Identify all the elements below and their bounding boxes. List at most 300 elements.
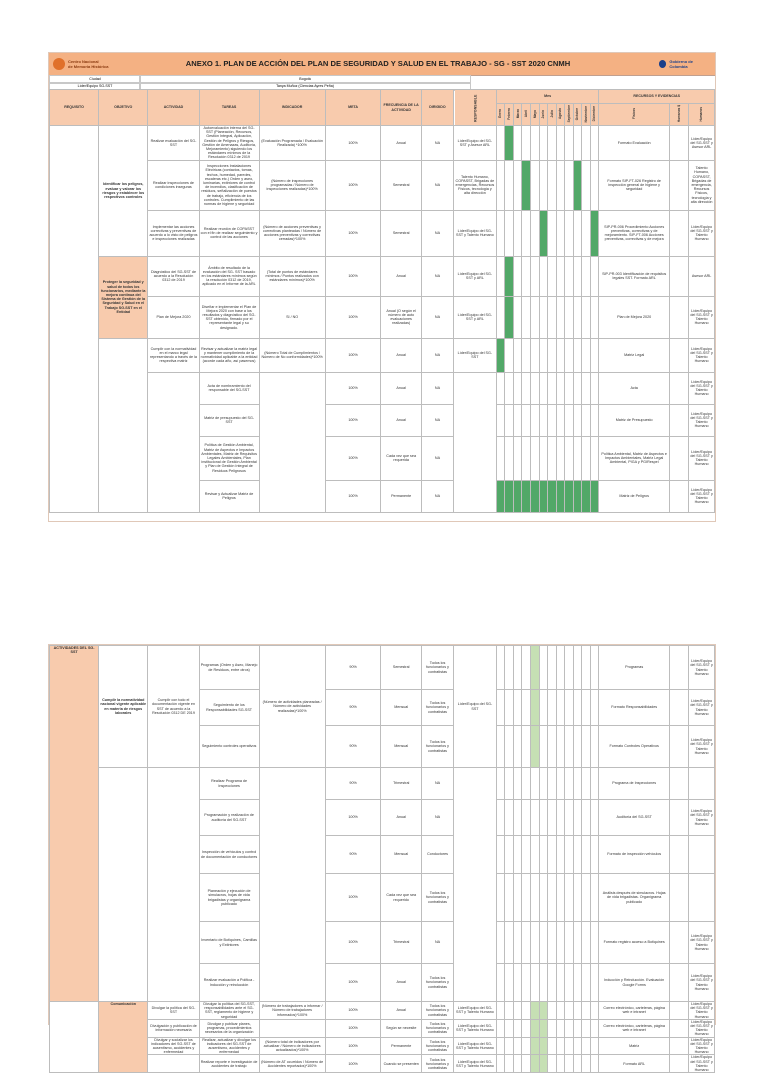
dirigido-cell: NA xyxy=(422,922,454,964)
responsable-cell: Líder/Equipo del SG-SST y Asesor ARL xyxy=(454,126,497,161)
month-cell xyxy=(531,836,540,874)
actividad-cell: Divulgación y publicación de información necesaria xyxy=(148,1019,199,1037)
dirigido-cell: NA xyxy=(421,160,453,210)
dirigido-cell: NA xyxy=(421,436,453,480)
recurso-cell: Auditoría del SG-SST xyxy=(599,800,670,836)
month-cell xyxy=(556,1019,565,1037)
dirigido-cell: Todos los funcionarios y contratistas xyxy=(422,1019,454,1037)
recurso-humano-cost-cell xyxy=(669,480,688,512)
month-cell xyxy=(513,126,522,161)
month-cell xyxy=(590,256,599,296)
month-cell xyxy=(505,210,514,256)
month-cell xyxy=(556,874,565,922)
month-cell xyxy=(582,372,591,404)
frecuencia-cell: Cada vez que sea requerida xyxy=(381,436,422,480)
month-cell xyxy=(573,436,582,480)
month-cell xyxy=(573,646,582,690)
month-header xyxy=(573,104,582,126)
month-cell xyxy=(556,256,565,296)
month-cell xyxy=(496,646,505,690)
month-label: Marzo xyxy=(515,109,520,119)
month-cell xyxy=(522,768,531,800)
month-cell xyxy=(505,126,514,161)
month-cell xyxy=(531,874,540,922)
dirigido-cell: NA xyxy=(421,256,453,296)
month-cell xyxy=(505,404,514,436)
recurso-humano-cell: Líder/Equipo del SG-SST y Talento Humano xyxy=(690,1055,713,1073)
month-cell xyxy=(531,1019,540,1037)
month-cell xyxy=(556,210,565,256)
month-cell xyxy=(573,1019,582,1037)
month-cell xyxy=(513,874,522,922)
meta-cell: 100% xyxy=(325,480,381,512)
month-cell xyxy=(522,1055,531,1073)
month-cell xyxy=(590,964,599,1002)
indicador-cell: SI / NO xyxy=(259,296,325,338)
frecuencia-cell: Anual xyxy=(381,964,422,1002)
ciudad-value: Bogotá xyxy=(139,75,471,84)
meta-cell: 100% xyxy=(325,160,381,210)
month-cell xyxy=(539,210,548,256)
month-cell xyxy=(522,690,531,726)
indicador-cell: (Evaluación Programada / Evaluación Realizada) *100% xyxy=(259,126,325,161)
recurso-humano-cost-cell xyxy=(669,836,688,874)
month-cell xyxy=(590,1019,599,1037)
month-cell xyxy=(556,480,565,512)
month-header xyxy=(565,104,574,126)
frecuencia-cell: Trimestral xyxy=(381,922,422,964)
month-cell xyxy=(522,726,531,768)
dirigido-cell: Todos los funcionarios y contratistas xyxy=(422,1055,454,1073)
month-cell xyxy=(556,800,565,836)
month-cell xyxy=(565,1019,574,1037)
month-cell xyxy=(539,480,548,512)
month-cell xyxy=(539,646,548,690)
recurso-humano-cell: Líder/Equipo del SG-SST y Talento Humano xyxy=(689,436,715,480)
frecuencia-cell: Permanente xyxy=(381,480,422,512)
month-cell xyxy=(548,480,557,512)
month-cell xyxy=(496,126,505,161)
recurso-cell: Programas xyxy=(599,646,670,690)
indicador-cell: (Número de acciones preventivas y correctivas planteadas / Número de acciones preventivas y correctivas cerradas)*100% xyxy=(259,210,325,256)
month-cell xyxy=(548,646,557,690)
tareas-cell: Inventario de Botiquines, Camillas y Extintores xyxy=(199,922,259,964)
month-cell xyxy=(505,874,514,922)
month-header xyxy=(505,104,514,126)
meta-cell: 100% xyxy=(325,922,381,964)
frecuencia-cell: Mensual xyxy=(381,836,422,874)
month-cell xyxy=(590,1055,599,1073)
responsable-cell: Líder/Equipo del SG-SST y Talento Humano xyxy=(454,1019,497,1037)
frecuencia-cell: Anual xyxy=(381,800,422,836)
table-row xyxy=(50,126,715,161)
month-cell xyxy=(513,296,522,338)
dirigido-cell: NA xyxy=(421,210,453,256)
month-cell xyxy=(556,1002,565,1020)
indicador-cell: (Número Total de Cumplimientos / Número de No conformidades)*100% xyxy=(259,338,325,372)
cnmh-logo xyxy=(53,55,113,73)
month-cell xyxy=(531,964,540,1002)
tareas-cell: Política de Gestión Ambiental, Matriz de Aspectos e Impactos Ambientales, Matriz de Requisitos Legales Ambientales, Plan institucional de Gestión Ambiental y Plan de Gestión Integral de Residuos Peligrosos xyxy=(199,436,259,480)
recurso-humano-cost-cell xyxy=(669,646,688,690)
month-cell xyxy=(573,404,582,436)
recurso-humano-cell: Líder/Equipo del SG-SST y Talento Humano xyxy=(689,800,715,836)
month-cell xyxy=(522,210,531,256)
meta-cell: 90% xyxy=(325,646,381,690)
recurso-humano-cost-cell xyxy=(669,1019,688,1037)
responsable-cell xyxy=(454,768,497,1002)
dirigido-cell: Todos los funcionarios y contratistas xyxy=(422,690,454,726)
month-cell xyxy=(548,1002,557,1020)
month-cell xyxy=(505,800,514,836)
dirigido-cell: Todos los funcionarios y contratistas xyxy=(422,726,454,768)
recurso-humano-cost-cell xyxy=(669,296,688,338)
recurso-humano-cost-cell xyxy=(669,964,688,1002)
dirigido-cell: NA xyxy=(421,480,453,512)
recurso-humano-cost-cell xyxy=(669,922,688,964)
month-cell xyxy=(539,800,548,836)
month-cell xyxy=(582,160,591,210)
cnmh-logo-icon xyxy=(53,58,65,70)
actividad-cell xyxy=(148,1055,199,1073)
meta-cell: 100% xyxy=(325,338,381,372)
recurso-humano-cell: Líder/Equipo del SG-SST y Talento Humano xyxy=(689,296,715,338)
month-cell xyxy=(539,436,548,480)
col-responsable: RESPONSABLE xyxy=(454,90,497,126)
month-cell xyxy=(573,372,582,404)
meta-cell: 100% xyxy=(325,436,381,480)
recurso-cell: Formato Responsabilidades xyxy=(599,690,670,726)
month-cell xyxy=(522,1019,531,1037)
meta-cell: 100% xyxy=(325,126,381,161)
month-header xyxy=(548,104,557,126)
recurso-humano-cell xyxy=(689,836,715,874)
month-cell xyxy=(522,436,531,480)
month-cell xyxy=(590,480,599,512)
month-cell xyxy=(513,646,522,690)
month-cell xyxy=(496,480,505,512)
meta-cell: 90% xyxy=(325,768,381,800)
frecuencia-cell: Anual xyxy=(381,338,422,372)
month-cell xyxy=(505,922,514,964)
month-cell xyxy=(531,1002,540,1020)
month-cell xyxy=(565,480,574,512)
col-dirigido: DIRIGIDO xyxy=(421,90,453,126)
month-cell xyxy=(556,404,565,436)
month-cell xyxy=(530,404,539,436)
table-row xyxy=(50,1002,715,1020)
tareas-cell: Realizar reunión de COPASST con el fin de realizar seguimiento y control de las acciones xyxy=(199,210,259,256)
month-cell xyxy=(590,800,599,836)
month-cell xyxy=(565,800,574,836)
month-cell xyxy=(513,836,522,874)
recurso-cell: Formato SIP-FT-026 Registro de inspección general de higiene y seguridad xyxy=(599,160,670,210)
actividad-cell: Divulgar la política del SG-SST xyxy=(148,1002,199,1020)
month-cell xyxy=(539,836,548,874)
gov-logo-text: Gobierno de Colombia xyxy=(669,59,693,69)
responsable-cell: Talento Humano, COPASST, Brigadas de emergencias, Recursos Físicos, tecnología y alta dirección xyxy=(454,160,497,210)
indicador-cell: (Número de AT ocurridos / Número de Accidentes reportados)*100% xyxy=(259,1055,325,1073)
month-cell xyxy=(565,874,574,922)
tareas-cell: Inspección de vehículos y control de documentación de conductores xyxy=(199,836,259,874)
month-cell xyxy=(556,836,565,874)
month-cell xyxy=(522,1037,531,1055)
month-cell xyxy=(539,404,548,436)
month-cell xyxy=(539,160,548,210)
recurso-humano-cell: Líder/Equipo del SG-SST y Talento Humano xyxy=(689,964,715,1002)
recurso-cell: SIP-PR-006 Procedimiento Acciones preventivas, correctivas y de mejoramiento. SIP-FT-006 Acciones preventivas, correctivas y de mejora xyxy=(599,210,670,256)
actividad-cell: Cumplir con todo el documentación vigente en SST de acuerdo a la Resolución 0312 DE 2019 xyxy=(148,646,199,768)
month-cell xyxy=(565,922,574,964)
month-cell xyxy=(496,436,505,480)
month-cell xyxy=(556,690,565,726)
recurso-humano-cost-cell xyxy=(669,126,688,161)
actividad-cell xyxy=(148,372,199,512)
month-cell xyxy=(522,372,531,404)
month-cell xyxy=(548,210,557,256)
recurso-humano-cost-cell xyxy=(669,726,688,768)
meta-cell: 90% xyxy=(325,836,381,874)
month-cell xyxy=(522,800,531,836)
month-cell xyxy=(539,126,548,161)
month-cell xyxy=(573,1037,582,1055)
dirigido-cell: NA xyxy=(421,404,453,436)
month-header xyxy=(530,104,539,126)
month-header xyxy=(590,104,599,126)
month-cell xyxy=(582,1055,591,1073)
meta-cell: 100% xyxy=(325,210,381,256)
month-label: Abril xyxy=(524,110,529,118)
month-cell xyxy=(573,210,582,256)
month-cell xyxy=(530,256,539,296)
month-cell xyxy=(573,768,582,800)
action-plan-table-2 xyxy=(49,645,715,1073)
month-cell xyxy=(582,922,591,964)
responsable-cell: Líder/Equipo del SG-SST y Talento Humano xyxy=(454,1037,497,1055)
month-cell xyxy=(496,256,505,296)
requisito-cell xyxy=(50,1002,99,1073)
month-cell xyxy=(573,964,582,1002)
month-cell xyxy=(522,1002,531,1020)
month-cell xyxy=(513,800,522,836)
month-cell xyxy=(573,874,582,922)
tareas-cell: Planeación y ejecución de simulacros, hojas de vida brigadistas y organigrama publicado xyxy=(199,874,259,922)
recurso-humano-cost-cell xyxy=(669,874,688,922)
month-cell xyxy=(548,1055,557,1073)
frecuencia-cell: Anual xyxy=(381,126,422,161)
actividad-cell: Implementar las acciones correctivas y preventivas de acuerdo a lo visto de peligros e inspecciones realizadas xyxy=(148,210,199,256)
month-label: Septiembre xyxy=(566,105,571,123)
indicador-cell: (Total de puntos de estándares mínimos / Puntos realizados con estándares mínimos)*100% xyxy=(259,256,325,296)
table-row xyxy=(50,256,715,296)
month-cell xyxy=(496,1002,505,1020)
month-cell xyxy=(565,726,574,768)
month-cell xyxy=(513,922,522,964)
recurso-humano-cell: Líder/Equipo del SG-SST y Talento Humano xyxy=(690,1037,713,1055)
tareas-cell: Programación y realización de auditoría del SG-SST xyxy=(199,800,259,836)
month-header xyxy=(582,104,591,126)
tareas-cell: Inspecciones Instalaciones Eléctricas (contactos, tomas, techos, humedad, paredes, escaleras etc.) Orden y aseo, luminarias, extintores de control de incendios, clasificación de residuos, señalización de puestos de trabajo, eficiencia de los controles. Cumplimiento de las normas de higiene y seguridad xyxy=(199,160,259,210)
month-cell xyxy=(573,1002,582,1020)
month-cell xyxy=(530,436,539,480)
actividad-cell: Realizar evaluación del SG-SST xyxy=(148,126,199,161)
month-cell xyxy=(505,768,514,800)
recurso-cell: Acta xyxy=(599,372,670,404)
month-cell xyxy=(496,726,505,768)
month-cell xyxy=(573,922,582,964)
month-cell xyxy=(573,296,582,338)
recurso-cell: Formato registro acceso a Botiquines xyxy=(599,922,670,964)
logo-line-1: Centro Nacional xyxy=(68,59,99,64)
month-cell xyxy=(565,836,574,874)
recurso-subheader xyxy=(689,104,715,126)
responsable-cell xyxy=(454,372,497,512)
recurso-cell: Matriz de Peligros xyxy=(599,480,670,512)
recurso-humano-cost-cell xyxy=(669,210,688,256)
month-cell xyxy=(573,126,582,161)
recurso-cell: Correo electrónico, carteleras, página web e intranet xyxy=(599,1002,670,1020)
month-cell xyxy=(539,690,548,726)
month-cell xyxy=(522,874,531,922)
month-cell xyxy=(548,404,557,436)
month-cell xyxy=(556,126,565,161)
dirigido-cell: Todos los funcionarios y contratistas xyxy=(422,874,454,922)
meta-cell: 100% xyxy=(325,296,381,338)
month-cell xyxy=(505,296,514,338)
month-header xyxy=(522,104,531,126)
frecuencia-cell: Anual xyxy=(381,404,422,436)
month-label: Agosto xyxy=(558,108,563,120)
responsable-cell: Líder/Equipo del SG-SST xyxy=(454,338,497,372)
month-cell xyxy=(522,256,531,296)
month-cell xyxy=(590,726,599,768)
meta-cell: 100% xyxy=(325,964,381,1002)
month-cell xyxy=(556,964,565,1002)
month-cell xyxy=(505,256,514,296)
month-cell xyxy=(530,126,539,161)
month-cell xyxy=(513,1037,522,1055)
month-cell xyxy=(548,726,557,768)
meta-cell: 100% xyxy=(325,372,381,404)
month-cell xyxy=(590,160,599,210)
month-cell xyxy=(505,1055,514,1073)
month-cell xyxy=(590,768,599,800)
recurso-humano-cell: Líder/Equipo del SG-SST y Asesor ARL xyxy=(689,126,715,161)
month-cell xyxy=(530,480,539,512)
month-cell xyxy=(582,800,591,836)
recurso-cell: Formato Evaluación xyxy=(599,126,670,161)
dirigido-cell: Conductores xyxy=(422,836,454,874)
month-cell xyxy=(505,964,514,1002)
month-cell xyxy=(531,922,540,964)
month-cell xyxy=(548,436,557,480)
month-cell xyxy=(590,690,599,726)
month-cell xyxy=(531,646,540,690)
recurso-humano-cell: Líder/Equipo del SG-SST y Talento Humano xyxy=(689,480,715,512)
responsable-cell: Líder/Equipo del SG-SST y ARL xyxy=(454,296,497,338)
logo-line-2: de Memoria Histórica xyxy=(68,64,109,69)
recurso-cell: SIP-PR-003 Identificación de requisitos legales SST. Formato ARL xyxy=(599,256,670,296)
month-cell xyxy=(590,338,599,372)
month-cell xyxy=(573,338,582,372)
month-cell xyxy=(573,690,582,726)
month-cell xyxy=(496,800,505,836)
month-cell xyxy=(530,296,539,338)
recurso-humano-cell: Líder/Equipo del SG-SST y Talento Humano xyxy=(690,1019,713,1037)
month-cell xyxy=(496,160,505,210)
month-cell xyxy=(565,690,574,726)
month-cell xyxy=(582,836,591,874)
month-cell xyxy=(556,160,565,210)
tareas-cell: Programas (Orden y Aseo, Manejo de Residuos, entre otros) xyxy=(199,646,259,690)
month-cell xyxy=(513,768,522,800)
month-cell xyxy=(513,372,522,404)
recurso-humano-cell: Líder/Equipo del SG-SST y Talento Humano xyxy=(689,338,715,372)
month-cell xyxy=(582,726,591,768)
frecuencia-cell: Anual xyxy=(381,256,422,296)
meta-cell: 90% xyxy=(325,690,381,726)
tareas-cell: Ámbito de resultado de la evaluación del SG- SST basado en los estándares mínimos según la resolución 0312 de 2019, aplicado en el Informe de la ARL xyxy=(199,256,259,296)
table-row xyxy=(50,1019,715,1037)
month-cell xyxy=(531,1055,540,1073)
month-cell xyxy=(539,964,548,1002)
objetivo-cell: Identificar los peligros, evaluar y valorar los riesgos y establecer los respectivos controles xyxy=(99,126,148,257)
month-cell xyxy=(573,726,582,768)
recurso-humano-cost-cell xyxy=(669,160,688,210)
recurso-sub-label: Físicos xyxy=(632,108,637,120)
month-cell xyxy=(505,646,514,690)
dirigido-cell: NA xyxy=(421,126,453,161)
month-cell xyxy=(496,690,505,726)
month-cell xyxy=(530,210,539,256)
tareas-cell: Divulgar la política del SG-SST, responsabilidades ante el SG-SST, reglamento de higiene y seguridad xyxy=(199,1002,259,1020)
month-cell xyxy=(582,126,591,161)
month-cell xyxy=(565,210,574,256)
month-label: Octubre xyxy=(575,107,580,121)
month-cell xyxy=(539,1055,548,1073)
tareas-cell: Realizar, actualizar y divulgar los indicadores del SG-SST de ausentismo, accidentes y enfermedad xyxy=(199,1037,259,1055)
recurso-cell: Formato Controles Operativos xyxy=(599,726,670,768)
month-cell xyxy=(513,256,522,296)
frecuencia-cell: Anual xyxy=(381,372,422,404)
table-row xyxy=(50,338,715,372)
tareas-cell: Divulgar y publicar planes, programas, procedimientos necesarios de la organización xyxy=(199,1019,259,1037)
month-cell xyxy=(539,1002,548,1020)
month-cell xyxy=(556,1037,565,1055)
action-plan-table-1 xyxy=(49,89,715,513)
dirigido-cell: Todos los funcionarios y contratistas xyxy=(422,964,454,1002)
recurso-cell: Correo electrónico, carteleras, página web e intranet xyxy=(599,1019,670,1037)
recurso-humano-cell: Líder/Equipo del SG-SST y Talento Humano xyxy=(689,646,715,690)
gov-logo xyxy=(659,57,709,71)
recurso-humano-cell: Talento Humano, COPASST, Brigadas de emergencia, Recursos Físicos, tecnología y alta dirección xyxy=(689,160,715,210)
month-cell xyxy=(496,404,505,436)
month-cell xyxy=(496,372,505,404)
month-cell xyxy=(539,1019,548,1037)
dirigido-cell: Todos los funcionarios y contratistas xyxy=(422,1037,454,1055)
dirigido-cell: NA xyxy=(421,338,453,372)
recurso-cell: Política Ambiental, Matriz de Aspectos e Impactos Ambientales, Matriz Legal Ambiental, PIGA y PGIRespel xyxy=(599,436,670,480)
recurso-subheader xyxy=(669,104,688,126)
month-cell xyxy=(496,1037,505,1055)
month-cell xyxy=(513,1055,522,1073)
month-cell xyxy=(590,210,599,256)
month-cell xyxy=(548,768,557,800)
tareas-cell: Revisar y Actualizar Matriz de Peligros xyxy=(199,480,259,512)
recurso-sub-label: Humanos xyxy=(699,106,704,122)
dirigido-cell: Todos los funcionarios y contratistas xyxy=(422,1002,454,1020)
month-cell xyxy=(582,256,591,296)
